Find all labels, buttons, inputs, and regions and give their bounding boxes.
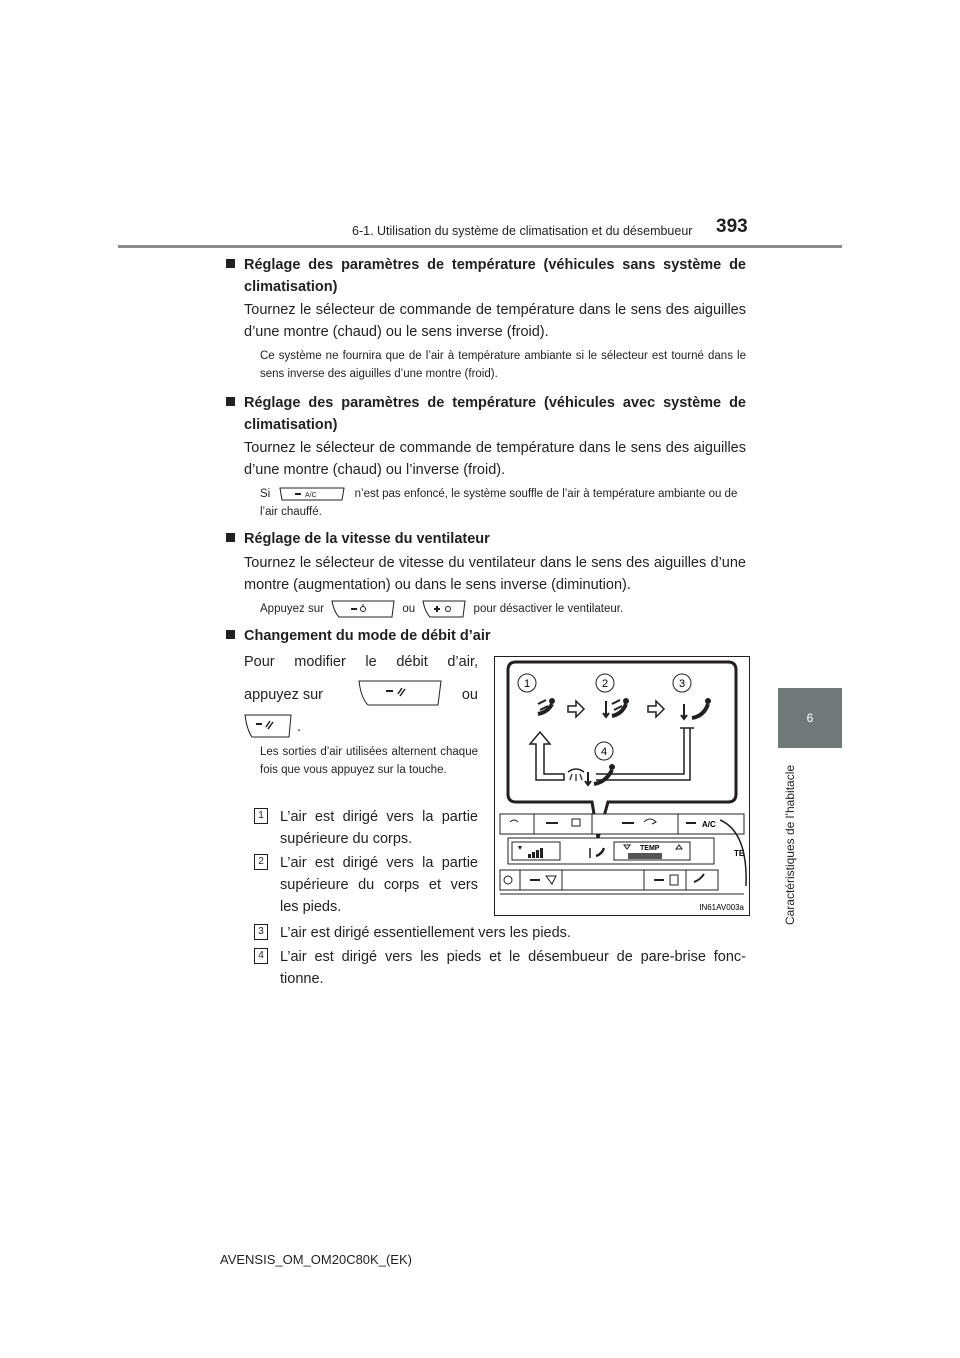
list-item: 2 L’air est dirigé vers la partie supérieure du corps et vers les pieds. xyxy=(254,852,478,918)
svg-text:4: 4 xyxy=(600,746,608,758)
list-item: 3 L’air est dirigé essentiellement vers les pieds. xyxy=(254,922,746,944)
chapter-tab xyxy=(778,688,842,748)
section-title: 6-1. Utilisation du système de climatisation et du désembueur xyxy=(352,224,693,238)
list-item: 1 L’air est dirigé vers la partie supérieure du corps. xyxy=(254,806,478,850)
section-heading-airflow: Changement du mode de débit d’air xyxy=(226,625,746,647)
svg-text:TEMP: TEMP xyxy=(640,845,660,852)
mode-button-icon xyxy=(358,680,442,711)
section-heading-temp-no-ac: Réglage des paramètres de température (véhicules sans système de climatisation) xyxy=(226,254,746,298)
bullet-square-icon xyxy=(226,630,235,639)
fan-up-button-icon xyxy=(422,600,466,618)
airflow-line-3: . xyxy=(244,714,344,740)
section-heading-fan: Réglage de la vitesse du ventilateur xyxy=(226,528,746,550)
airflow-note: Les sorties d’air utilisées alternent chaque fois que vous appuyez sur la touche. xyxy=(260,746,478,776)
chapter-title: Caractéristiques de l’habitacle xyxy=(783,764,797,926)
ac-button-icon xyxy=(279,486,345,502)
bullet-square-icon xyxy=(226,397,235,406)
fan-down-button-icon xyxy=(331,600,395,618)
mode-button-small-icon xyxy=(244,714,292,743)
svg-text:TE: TE xyxy=(734,849,745,858)
svg-text:1: 1 xyxy=(523,678,531,690)
svg-text:3: 3 xyxy=(678,678,686,690)
bullet-square-icon xyxy=(226,259,235,268)
section-body-fan: Tournez le sélecteur de vitesse du ventilateur dans le sens des aiguilles d’une montre (augmentation) ou dans le sens inverse (diminution). xyxy=(244,555,746,593)
bullet-square-icon xyxy=(226,533,235,542)
section-heading-temp-ac: Réglage des paramètres de température (véhicules avec système de climatisation) xyxy=(226,392,746,436)
section-body-temp-no-ac: Tournez le sélecteur de commande de température dans le sens des aiguilles d’une montre (chaud) ou le sens inverse (froid). xyxy=(244,302,746,340)
section-note-temp-ac: Si A/C n’est pas enfoncé, le système souffle de l’air à température ambiante ou de l’air chauffé. xyxy=(260,486,746,521)
svg-text:A/C: A/C xyxy=(305,492,318,499)
climate-control-panel xyxy=(500,814,746,894)
header-rule xyxy=(118,245,842,248)
figure-code: IN61AV003a xyxy=(699,903,744,912)
svg-text:2: 2 xyxy=(601,678,609,690)
svg-text:A/C: A/C xyxy=(702,820,716,829)
airflow-line-2: appuyez sur ou xyxy=(244,680,478,708)
chapter-title-vertical xyxy=(770,760,810,930)
document-code: AVENSIS_OM_OM20C80K_(EK) xyxy=(220,1252,412,1267)
section-body-temp-ac: Tournez le sélecteur de commande de température dans le sens des aiguilles d’une montre (chaud) ou l’inverse (froid). xyxy=(244,440,746,478)
airflow-line-1: Pour modifier le débit d’air, xyxy=(244,654,478,670)
section-note-temp-no-ac: Ce système ne fournira que de l’air à température ambiante si le sélecteur est tourné dans le sens inverse des aiguilles d’une montre (froid). xyxy=(260,350,746,380)
section-note-fan: Appuyez sur ou pour désactiver le ventilateur. xyxy=(260,600,746,619)
airflow-mode-figure xyxy=(494,656,750,916)
list-item: 4 L’air est dirigé vers les pieds et le désembueur de pare-brise fonc-tionne. xyxy=(254,946,746,990)
chapter-number: 6 xyxy=(806,711,814,725)
page-number: 393 xyxy=(716,216,748,237)
